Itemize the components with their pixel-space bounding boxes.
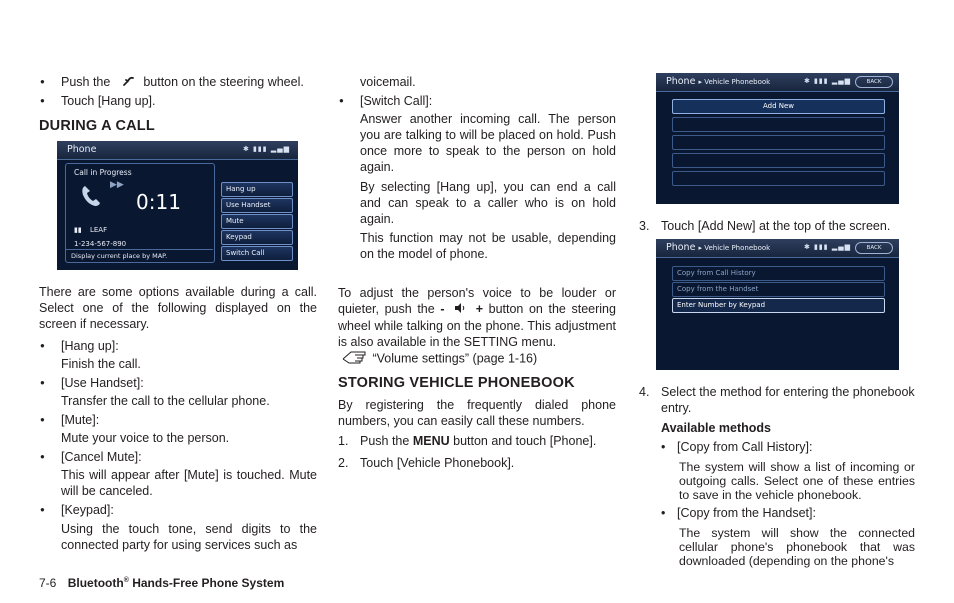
keypad-button[interactable]: Keypad bbox=[221, 230, 293, 245]
volume-adjust-paragraph: To adjust the person's voice to be louder or quieter, push the - + button on the steering wheel while talking on the phone. This adjustment is also available in the SETTING menu. bbox=[338, 286, 616, 349]
step-4: 4. Select the method for entering the phonebook entry. bbox=[639, 385, 915, 415]
chapter-title: Bluetooth® Hands-Free Phone System bbox=[67, 576, 285, 590]
option-use-handset-label: ● [Use Handset]: bbox=[39, 375, 317, 391]
page-number: 7-6 bbox=[39, 576, 57, 590]
method-call-history-desc: The system will show a list of incoming or outgoing calls. Select one of these entries to save in the vehicle phonebook. bbox=[679, 460, 915, 502]
phone-icon bbox=[122, 75, 134, 91]
option-keypad-label: ● [Keypad]: bbox=[39, 502, 317, 518]
switch-call-model-note: This function may not be usable, depending on the model of phone. bbox=[360, 231, 616, 261]
page-footer bbox=[39, 574, 284, 590]
vehicle-phonebook-screen bbox=[656, 73, 899, 204]
bluetooth-battery-signal-icons: ✱ ▮▮▮ ▂▄▆ bbox=[803, 77, 851, 85]
option-switch-call-label: ● [Switch Call]: bbox=[338, 93, 616, 109]
option-mute-desc: Mute your voice to the person. bbox=[61, 431, 230, 445]
signal-arrows-icon: ▶▶ bbox=[110, 180, 124, 190]
instruction-touch-hang-up: ● Touch [Hang up]. bbox=[39, 93, 317, 109]
speaker-icon bbox=[454, 302, 466, 318]
keypad-desc-continued: voicemail. bbox=[360, 75, 416, 89]
back-button[interactable]: BACK bbox=[855, 76, 893, 88]
add-new-button[interactable]: Add New bbox=[672, 99, 885, 114]
option-cancel-mute-label: ● [Cancel Mute]: bbox=[39, 449, 317, 465]
screen-header bbox=[656, 239, 899, 258]
copy-from-handset-item[interactable]: Copy from the Handset bbox=[672, 282, 885, 297]
column-1 bbox=[39, 0, 317, 580]
option-keypad-desc: Using the touch tone, send digits to the connected party for using services such as bbox=[61, 522, 317, 552]
reference-hand-icon bbox=[342, 350, 366, 368]
switch-call-hang-up-note: By selecting [Hang up], you can end a call and can speak to a caller who is on hold again. bbox=[360, 180, 616, 226]
option-hang-up-desc: Finish the call. bbox=[61, 357, 141, 371]
call-status-text: Call in Progress bbox=[74, 168, 132, 177]
option-use-handset-desc: Transfer the call to the cellular phone. bbox=[61, 394, 270, 408]
screen-header bbox=[57, 141, 298, 160]
call-menu-buttons bbox=[221, 182, 293, 262]
screen-title: Phone ▸ Vehicle Phonebook bbox=[666, 242, 771, 253]
step-1: 1. Push the MENU button and touch [Phone]. bbox=[338, 434, 597, 448]
entry-method-screen bbox=[656, 239, 899, 370]
call-timer: 0:11 bbox=[136, 190, 181, 214]
option-mute-label: ● [Mute]: bbox=[39, 412, 317, 428]
switch-call-button[interactable]: Switch Call bbox=[221, 246, 293, 261]
method-handset-label: • [Copy from the Handset]: bbox=[639, 505, 915, 521]
screen-title: Phone bbox=[67, 144, 97, 155]
call-in-progress-screen bbox=[57, 141, 298, 270]
phone-battery-icon: ▮▮ bbox=[74, 226, 82, 234]
handset-icon bbox=[80, 184, 102, 211]
instruction-push-phone-button: ● Push the button on the steering wheel. bbox=[39, 74, 317, 91]
step-2: 2. Touch [Vehicle Phonebook]. bbox=[338, 456, 515, 470]
volume-settings-reference: “Volume settings” (page 1-16) bbox=[338, 350, 616, 368]
caller-number: 1-234-567-890 bbox=[74, 240, 127, 248]
method-call-history-label: • [Copy from Call History]: bbox=[639, 439, 915, 455]
step-3: 3. Touch [Add New] at the top of the screen. bbox=[639, 219, 891, 233]
option-hang-up-label: ● [Hang up]: bbox=[39, 338, 317, 354]
bluetooth-battery-signal-icons: ✱ ▮▮▮ ▂▄▆ bbox=[803, 243, 851, 251]
column-2 bbox=[338, 0, 616, 580]
back-button[interactable]: BACK bbox=[855, 242, 893, 254]
section-heading-during-call: DURING A CALL bbox=[39, 118, 155, 134]
copy-from-call-history-item[interactable]: Copy from Call History bbox=[672, 266, 885, 281]
method-handset-desc: The system will show the connected cellular phone's phonebook that was downloaded (depending on the phone's bbox=[679, 526, 915, 568]
empty-list-row[interactable] bbox=[672, 153, 885, 168]
option-cancel-mute-desc: This will appear after [Mute] is touched. Mute will be canceled. bbox=[61, 468, 317, 498]
section-heading-storing-phonebook: STORING VEHICLE PHONEBOOK bbox=[338, 375, 575, 391]
map-hint-bar: Display current place by MAP. bbox=[65, 249, 213, 262]
call-info-panel bbox=[65, 163, 215, 263]
empty-list-row[interactable] bbox=[672, 171, 885, 186]
screen-header bbox=[656, 73, 899, 92]
device-name: LEAF bbox=[89, 226, 108, 234]
empty-list-row[interactable] bbox=[672, 117, 885, 132]
phonebook-intro: By registering the frequently dialed phone numbers, you can easily call these numbers. bbox=[338, 398, 616, 428]
column-3 bbox=[639, 0, 915, 580]
bluetooth-battery-signal-icons: ✱ ▮▮▮ ▂▄▆ bbox=[242, 145, 290, 153]
option-switch-call-desc: Answer another incoming call. The person you are talking to will be placed on hold. Push once more to speak to the person on hold again. bbox=[360, 112, 616, 174]
available-methods-heading: Available methods bbox=[661, 421, 771, 435]
use-handset-button[interactable]: Use Handset bbox=[221, 198, 293, 213]
empty-list-row[interactable] bbox=[672, 135, 885, 150]
device-row bbox=[74, 226, 107, 234]
hang-up-button[interactable]: Hang up bbox=[221, 182, 293, 197]
options-intro: There are some options available during a call. Select one of the following displayed on the screen if necessary. bbox=[39, 285, 317, 331]
screen-title: Phone ▸ Vehicle Phonebook bbox=[666, 76, 771, 87]
mute-button[interactable]: Mute bbox=[221, 214, 293, 229]
enter-number-by-keypad-item[interactable]: Enter Number by Keypad bbox=[672, 298, 885, 313]
